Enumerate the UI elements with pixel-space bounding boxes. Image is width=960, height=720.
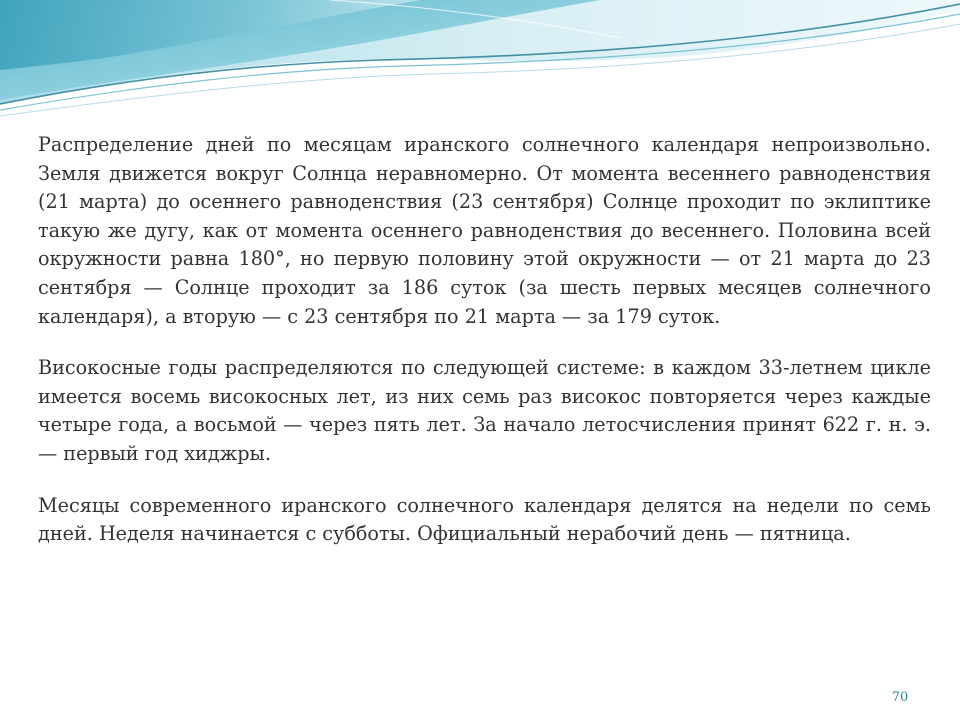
paragraph-weeks: Месяцы современного иранского солнечного календаря делятся на недели по семь дней. Неделя начинается с субботы. Официальный нерабочий день — пятница.	[38, 493, 931, 546]
paragraph-month-distribution: Распределение дней по месяцам иранского солнечного календаря непроизвольно. Земля движется вокруг Солнца неравномерно. От момента весеннего равноденствия (21 марта) до осеннего равноденствия (23 сентября) Солнце проходит по эклиптике такую же дугу, как от момента осеннего равноденствия до весеннего. Половина всей окружности равна 180°, но первую половину этой окружности — от 21 марта до 23 сентября — Солнце проходит за 186 суток (за шесть первых месяцев солнечного календаря), а вторую — с 23 сентября по 21 марта — за 179 суток.	[38, 133, 931, 328]
wave-header-decoration	[0, 0, 960, 130]
paragraph-leap-years: Високосные годы распределяются по следующей системе: в каждом 33-летнем цикле имеется восемь високосных лет, из них семь раз високос повторяется через каждые четыре года, а восьмой — через пять лет. За начало летосчисления принят 622 г. н. э.— первый год хиджры.	[38, 356, 931, 465]
body-text	[38, 131, 931, 572]
page-number: 70	[891, 690, 909, 705]
